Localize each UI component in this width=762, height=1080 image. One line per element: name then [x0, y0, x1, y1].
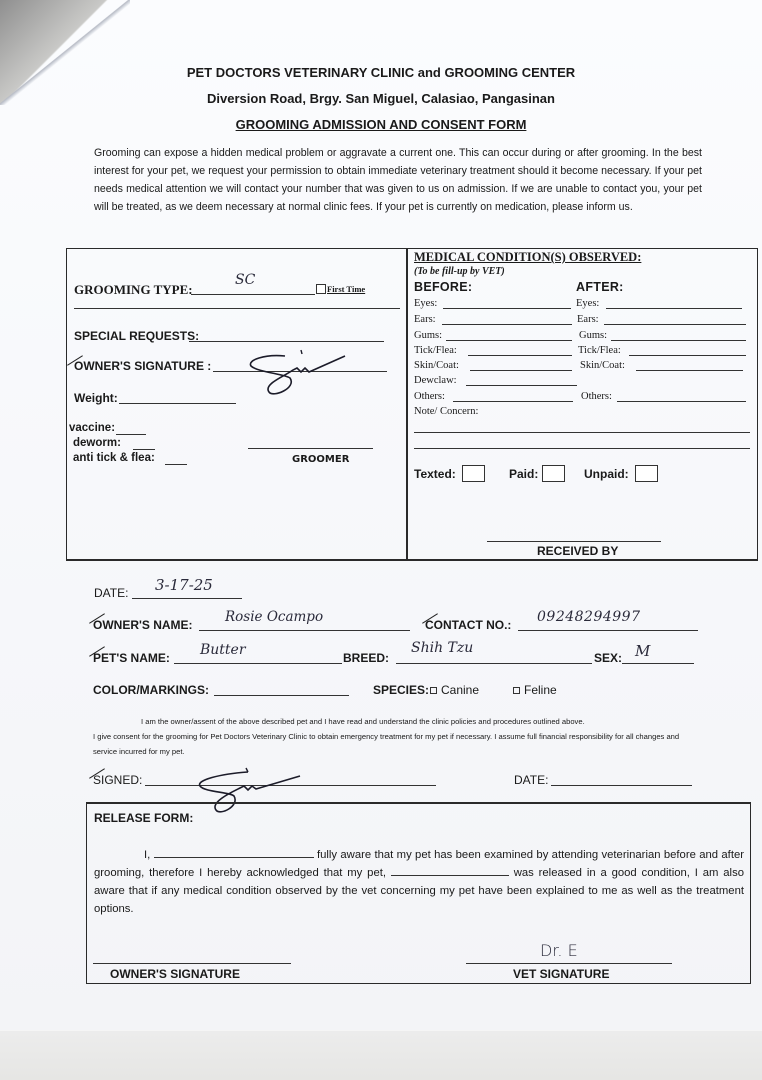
release-pet-name-field[interactable]	[391, 866, 509, 876]
date-field[interactable]	[132, 598, 242, 599]
consent-paragraph	[93, 714, 701, 759]
grooming-type-extra-line[interactable]	[74, 308, 400, 309]
clinic-name: PET DOCTORS VETERINARY CLINIC and GROOMING CENTER	[186, 65, 576, 80]
clinic-address: Diversion Road, Brgy. San Miguel, Calasiao, Pangasinan	[207, 91, 555, 106]
after-gums-label: Gums:	[579, 330, 608, 341]
species-feline-option[interactable]	[513, 683, 557, 697]
after-skincoat-field[interactable]	[636, 370, 743, 371]
vaccine-label: vaccine:	[69, 422, 116, 434]
before-skincoat-label: Skin/Coat:	[414, 360, 459, 371]
feline-label: Feline	[524, 683, 557, 697]
date-label: DATE:	[94, 586, 129, 600]
received-by-field[interactable]	[487, 541, 661, 542]
grooming-type-field[interactable]	[191, 294, 315, 295]
date-value: 3-17-25	[155, 576, 213, 594]
after-tickflea-field[interactable]	[629, 355, 746, 356]
release-owner-signature-label: OWNER'S SIGNATURE	[110, 967, 240, 981]
consent-date-field[interactable]	[551, 785, 692, 786]
release-title: RELEASE FORM:	[94, 811, 194, 825]
vet-signature-label: VET SIGNATURE	[513, 967, 610, 981]
color-markings-field[interactable]	[214, 695, 349, 696]
owner-name-value: Rosie Ocampo	[225, 609, 324, 625]
after-skincoat-label: Skin/Coat:	[580, 360, 625, 371]
before-eyes-label: Eyes:	[414, 298, 438, 309]
signed-label: SIGNED:	[93, 773, 143, 787]
vet-signature-field[interactable]	[466, 963, 672, 964]
after-ears-field[interactable]	[604, 324, 746, 325]
pet-name-field[interactable]	[174, 663, 342, 664]
before-dewclaw-field[interactable]	[466, 385, 577, 386]
before-skincoat-field[interactable]	[470, 370, 572, 371]
first-time-checkbox[interactable]	[316, 284, 326, 294]
before-tickflea-field[interactable]	[468, 355, 572, 356]
release-text-2: fully aware that my pet has been examined by attending veterinarian before and after grooming, therefore I hereby acknowledged that my pet,	[94, 849, 744, 879]
grooming-type-value: SC	[235, 272, 256, 288]
weight-field[interactable]	[119, 403, 236, 404]
vaccine-field[interactable]	[116, 434, 146, 435]
pet-name-value: Butter	[200, 642, 246, 658]
before-eyes-field[interactable]	[443, 308, 571, 309]
species-label: SPECIES:	[373, 683, 430, 697]
before-label: BEFORE:	[414, 280, 473, 294]
consent-line-1: I am the owner/assent of the above described pet and I have read and understand the clinic policies and procedures outlined above.	[141, 717, 585, 726]
sex-field[interactable]	[622, 663, 694, 664]
note-concern-field-2[interactable]	[414, 448, 750, 449]
before-others-field[interactable]	[453, 401, 573, 402]
species-canine-option[interactable]	[430, 683, 479, 697]
note-concern-field-1[interactable]	[414, 432, 750, 433]
breed-value: Shih Tzu	[411, 640, 474, 656]
pet-name-label: PET'S NAME:	[93, 651, 170, 665]
special-requests-label: SPECIAL REQUESTS:	[74, 329, 200, 343]
first-time-label: First Time	[327, 284, 366, 294]
after-ears-label: Ears:	[577, 314, 599, 325]
consent-line-rest: I give consent for the grooming for Pet Doctors Veterinary Clinic to obtain emergency treatment for my pet if necessary. I assume full financial responsibility for all changes and service incurred for my pet.	[93, 732, 680, 756]
release-text-1: I,	[144, 849, 154, 861]
grooming-type-label: GROOMING TYPE:	[74, 282, 193, 297]
scan-corner-edge	[0, 0, 130, 105]
unpaid-label: Unpaid:	[584, 467, 629, 481]
before-gums-label: Gums:	[414, 330, 443, 341]
color-markings-label: COLOR/MARKINGS:	[93, 683, 209, 697]
anti-tick-label: anti tick & flea:	[73, 452, 155, 464]
medical-subtitle: (To be fill-up by VET)	[414, 266, 505, 277]
owner-signature-label: OWNER'S SIGNATURE :	[74, 359, 212, 373]
before-tickflea-label: Tick/Flea:	[414, 345, 457, 356]
sex-label: SEX:	[594, 651, 623, 665]
after-tickflea-label: Tick/Flea:	[578, 345, 621, 356]
groomer-label: GROOMER	[292, 454, 350, 465]
before-ears-field[interactable]	[442, 324, 572, 325]
owner-name-label: OWNER'S NAME:	[93, 618, 193, 632]
canine-checkbox[interactable]	[430, 687, 437, 694]
release-owner-signature-field[interactable]	[93, 963, 291, 964]
scan-bottom-edge	[0, 1030, 762, 1080]
groomer-signature-field[interactable]	[248, 448, 373, 449]
after-others-label: Others:	[581, 391, 612, 402]
feline-checkbox[interactable]	[513, 687, 520, 694]
special-requests-field[interactable]	[189, 341, 384, 342]
weight-label: Weight:	[74, 391, 118, 405]
owner-name-field[interactable]	[199, 630, 410, 631]
note-concern-label: Note/ Concern:	[414, 406, 479, 417]
texted-checkbox[interactable]	[462, 465, 485, 482]
release-owner-name-field[interactable]	[154, 848, 314, 858]
paid-checkbox[interactable]	[542, 465, 565, 482]
after-eyes-label: Eyes:	[576, 298, 600, 309]
paid-label: Paid:	[509, 467, 539, 481]
sex-value: M	[635, 642, 651, 660]
after-label: AFTER:	[576, 280, 624, 294]
consent-date-label: DATE:	[514, 773, 549, 787]
vet-signature-value: Dr. E	[540, 941, 578, 960]
canine-label: Canine	[441, 683, 480, 697]
deworm-label: deworm:	[73, 437, 121, 449]
before-ears-label: Ears:	[414, 314, 436, 325]
anti-tick-field[interactable]	[165, 464, 187, 465]
deworm-field[interactable]	[133, 449, 155, 450]
after-eyes-field[interactable]	[606, 308, 742, 309]
release-paragraph	[94, 846, 744, 918]
contact-field[interactable]	[518, 630, 698, 631]
received-by-label: RECEIVED BY	[537, 544, 619, 558]
before-dewclaw-label: Dewclaw:	[414, 375, 457, 386]
after-others-field[interactable]	[617, 401, 746, 402]
contact-value: 09248294997	[537, 609, 641, 625]
admission-box-divider	[406, 248, 408, 561]
unpaid-checkbox[interactable]	[635, 465, 658, 482]
contact-label: CONTACT NO.:	[425, 618, 512, 632]
texted-label: Texted:	[414, 467, 456, 481]
release-text-3: was released in a good condition, I am also aware that if any medical condition observed by the vet concerning my pet have been explained to me as well as the treatment options.	[94, 867, 744, 915]
intro-paragraph: Grooming can expose a hidden medical problem or aggravate a current one. This can occur during or after grooming. In the best interest for your pet, we request your permission to obtain immediate veterinary treatment should it become necessary. If your pet needs medical attention we will contact your number that was given to us on admission. If we are unable to contact you, your pet will be treated, as we deem necessary at normal clinic fees. If your pet is currently on medication, please inform us.	[94, 147, 702, 213]
before-others-label: Others:	[414, 391, 445, 402]
before-gums-field[interactable]	[446, 340, 572, 341]
breed-label: BREED:	[343, 651, 390, 665]
form-title: GROOMING ADMISSION AND CONSENT FORM	[235, 117, 527, 132]
medical-title: MEDICAL CONDITION(S) OBSERVED:	[414, 250, 642, 264]
owner-signature-scribble	[245, 348, 355, 403]
after-gums-field[interactable]	[611, 340, 746, 341]
breed-field[interactable]	[396, 663, 592, 664]
